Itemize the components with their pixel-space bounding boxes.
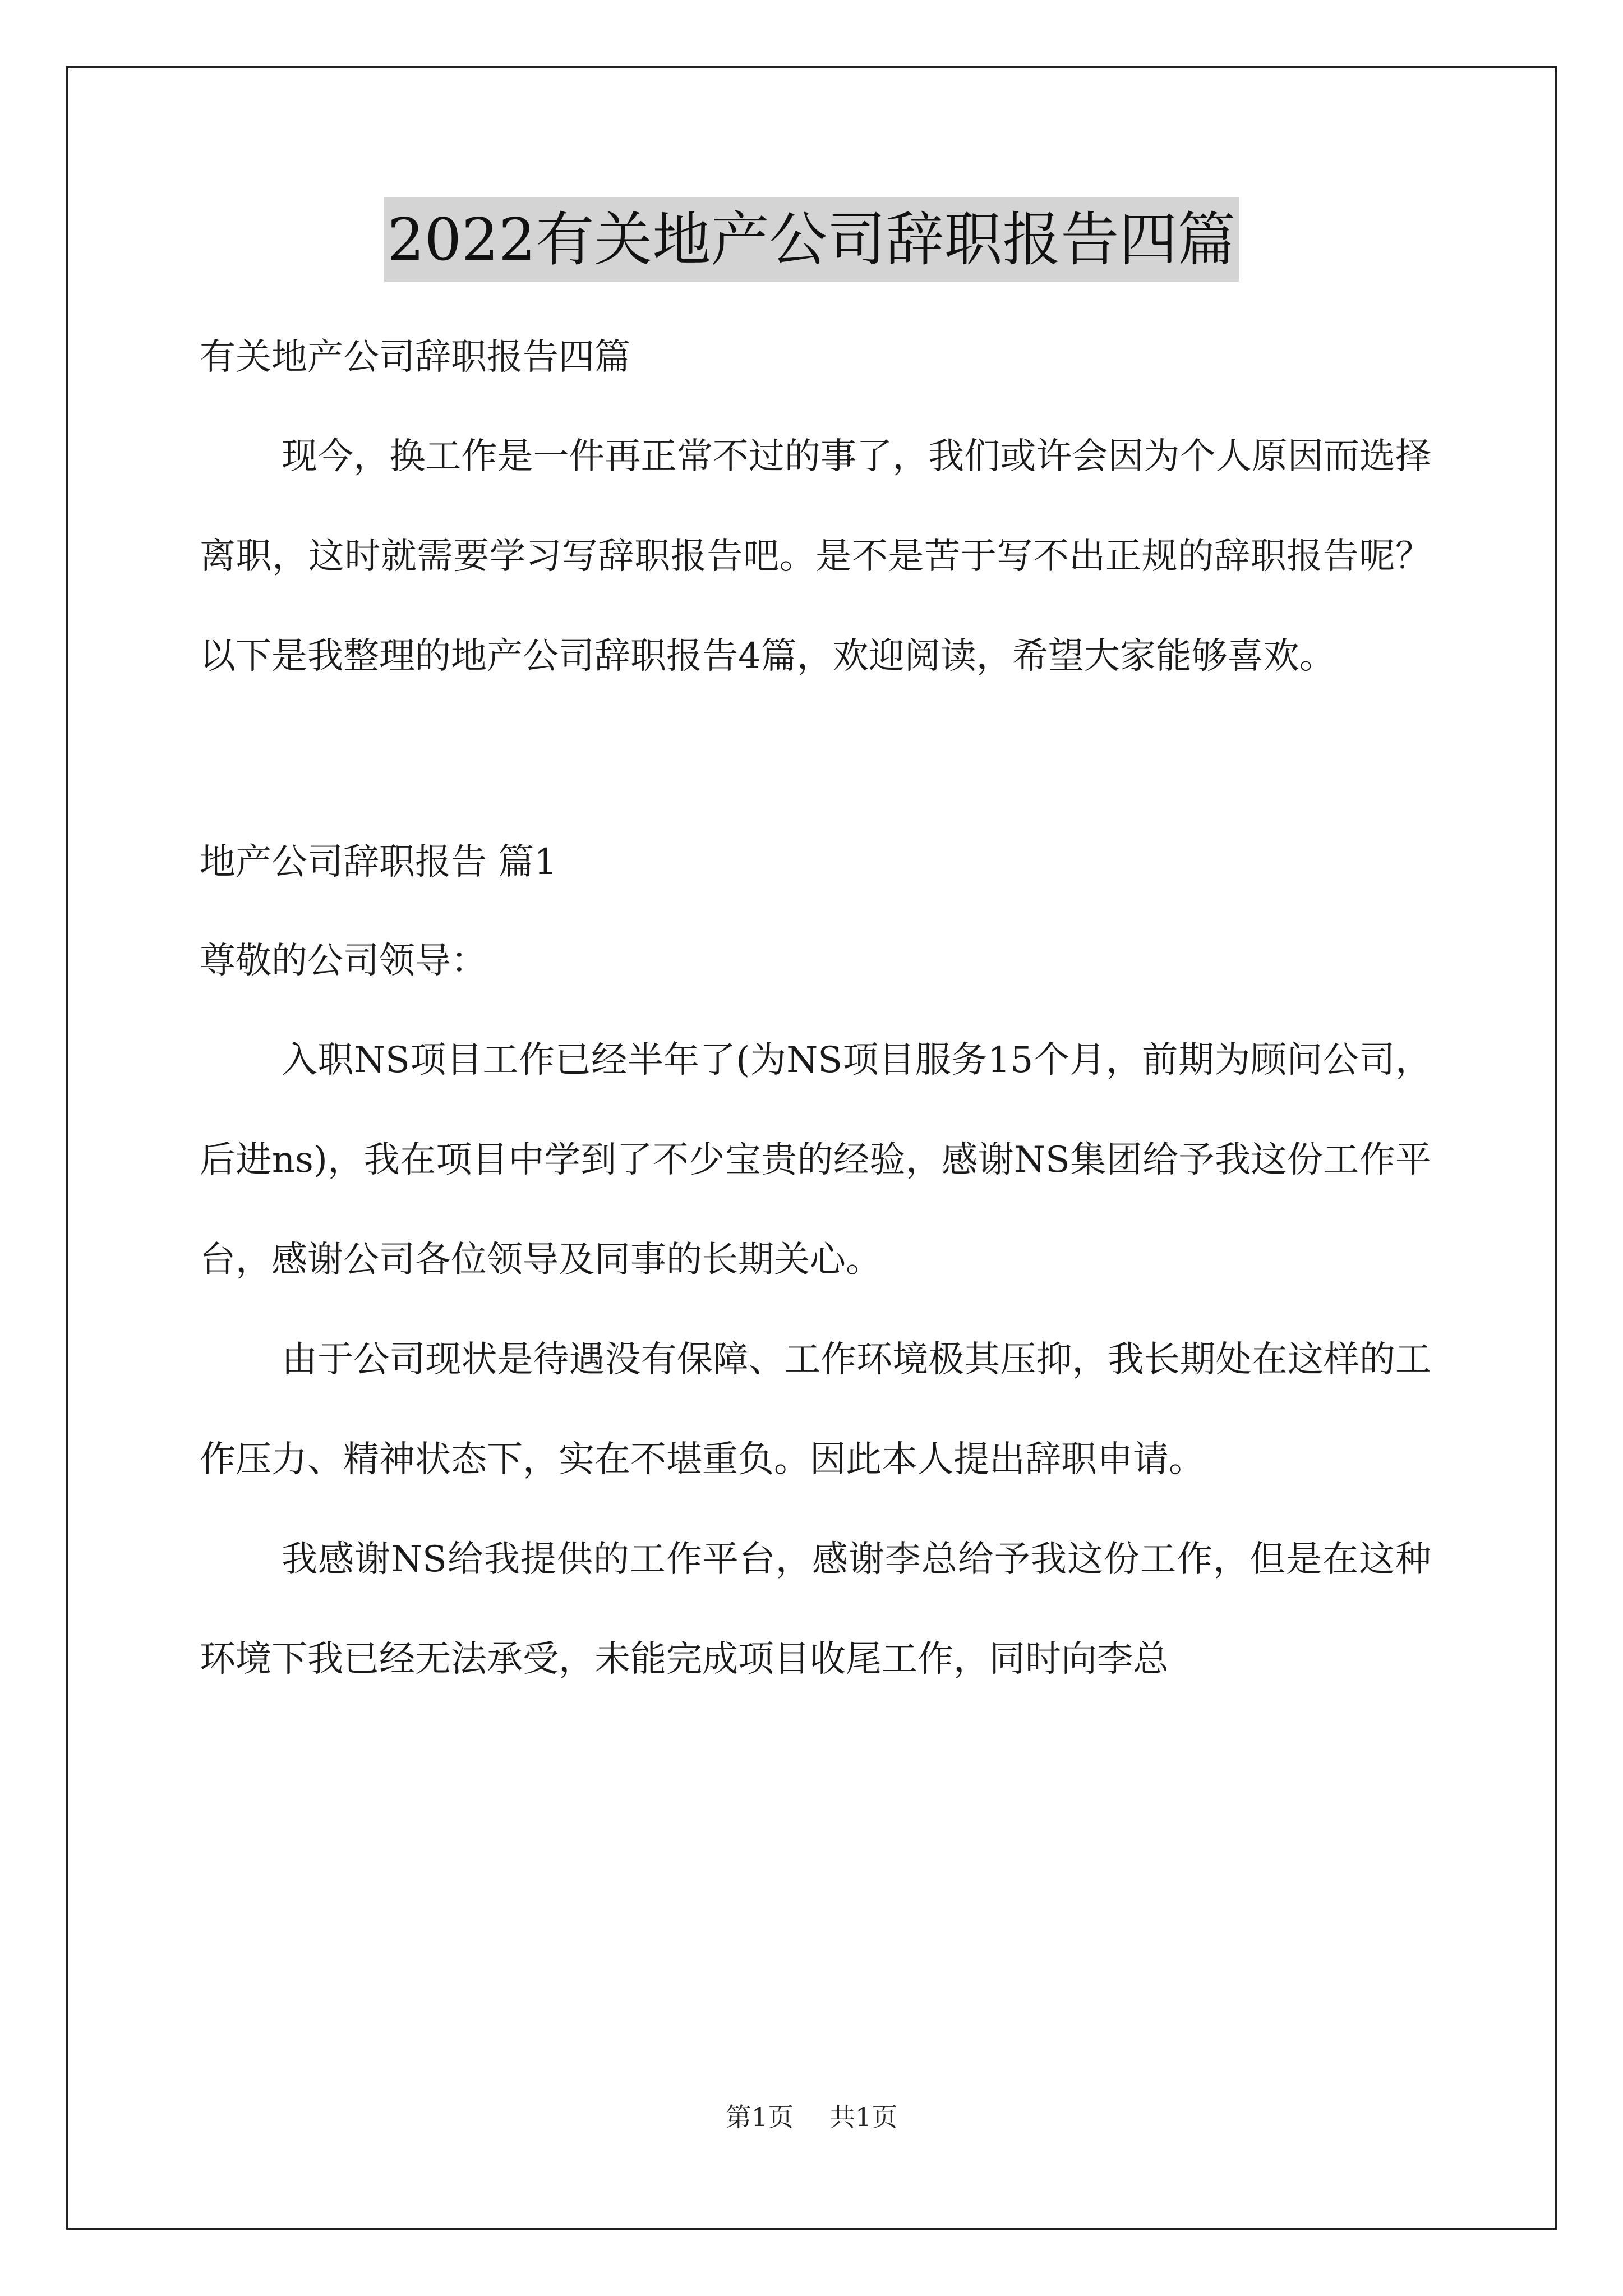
body-paragraph: 入职NS项目工作已经半年了(为NS项目服务15个月，前期为顾问公司，后进ns)，我在项目中学到了不少宝贵的经验，感谢NS集团给予我这份工作平台，感谢公司各位领导及同事的长期关心。 <box>200 1039 1431 1281</box>
document-subtitle: 有关地产公司辞职报告四篇 <box>200 337 630 378</box>
page-total: 共1页 <box>829 2102 898 2132</box>
body-paragraph: 我感谢NS给我提供的工作平台，感谢李总给予我这份工作，但是在这种环境下我已经无法承受，未能完成项目收尾工作，同时向李总 <box>200 1539 1431 1680</box>
intro-paragraph: 现今，换工作是一件再正常不过的事了，我们或许会因为个人原因而选择离职，这时就需要学习写辞职报告吧。是不是苦于写不出正规的辞职报告呢？以下是我整理的地产公司辞职报告4篇，欢迎阅读，希望大家能够喜欢。 <box>200 436 1431 677</box>
document-title <box>0 197 1623 282</box>
salutation: 尊敬的公司领导： <box>200 940 487 982</box>
document-title-text: 2022有关地产公司辞职报告四篇 <box>384 197 1239 282</box>
page-number: 第1页 <box>725 2102 794 2132</box>
body-paragraph: 由于公司现状是待遇没有保障、工作环境极其压抑，我长期处在这样的工作压力、精神状态下，实在不堪重负。因此本人提出辞职申请。 <box>200 1339 1431 1480</box>
document-body <box>200 308 1431 1709</box>
page-footer <box>0 2097 1623 2134</box>
section-heading: 地产公司辞职报告 篇1 <box>200 841 557 883</box>
